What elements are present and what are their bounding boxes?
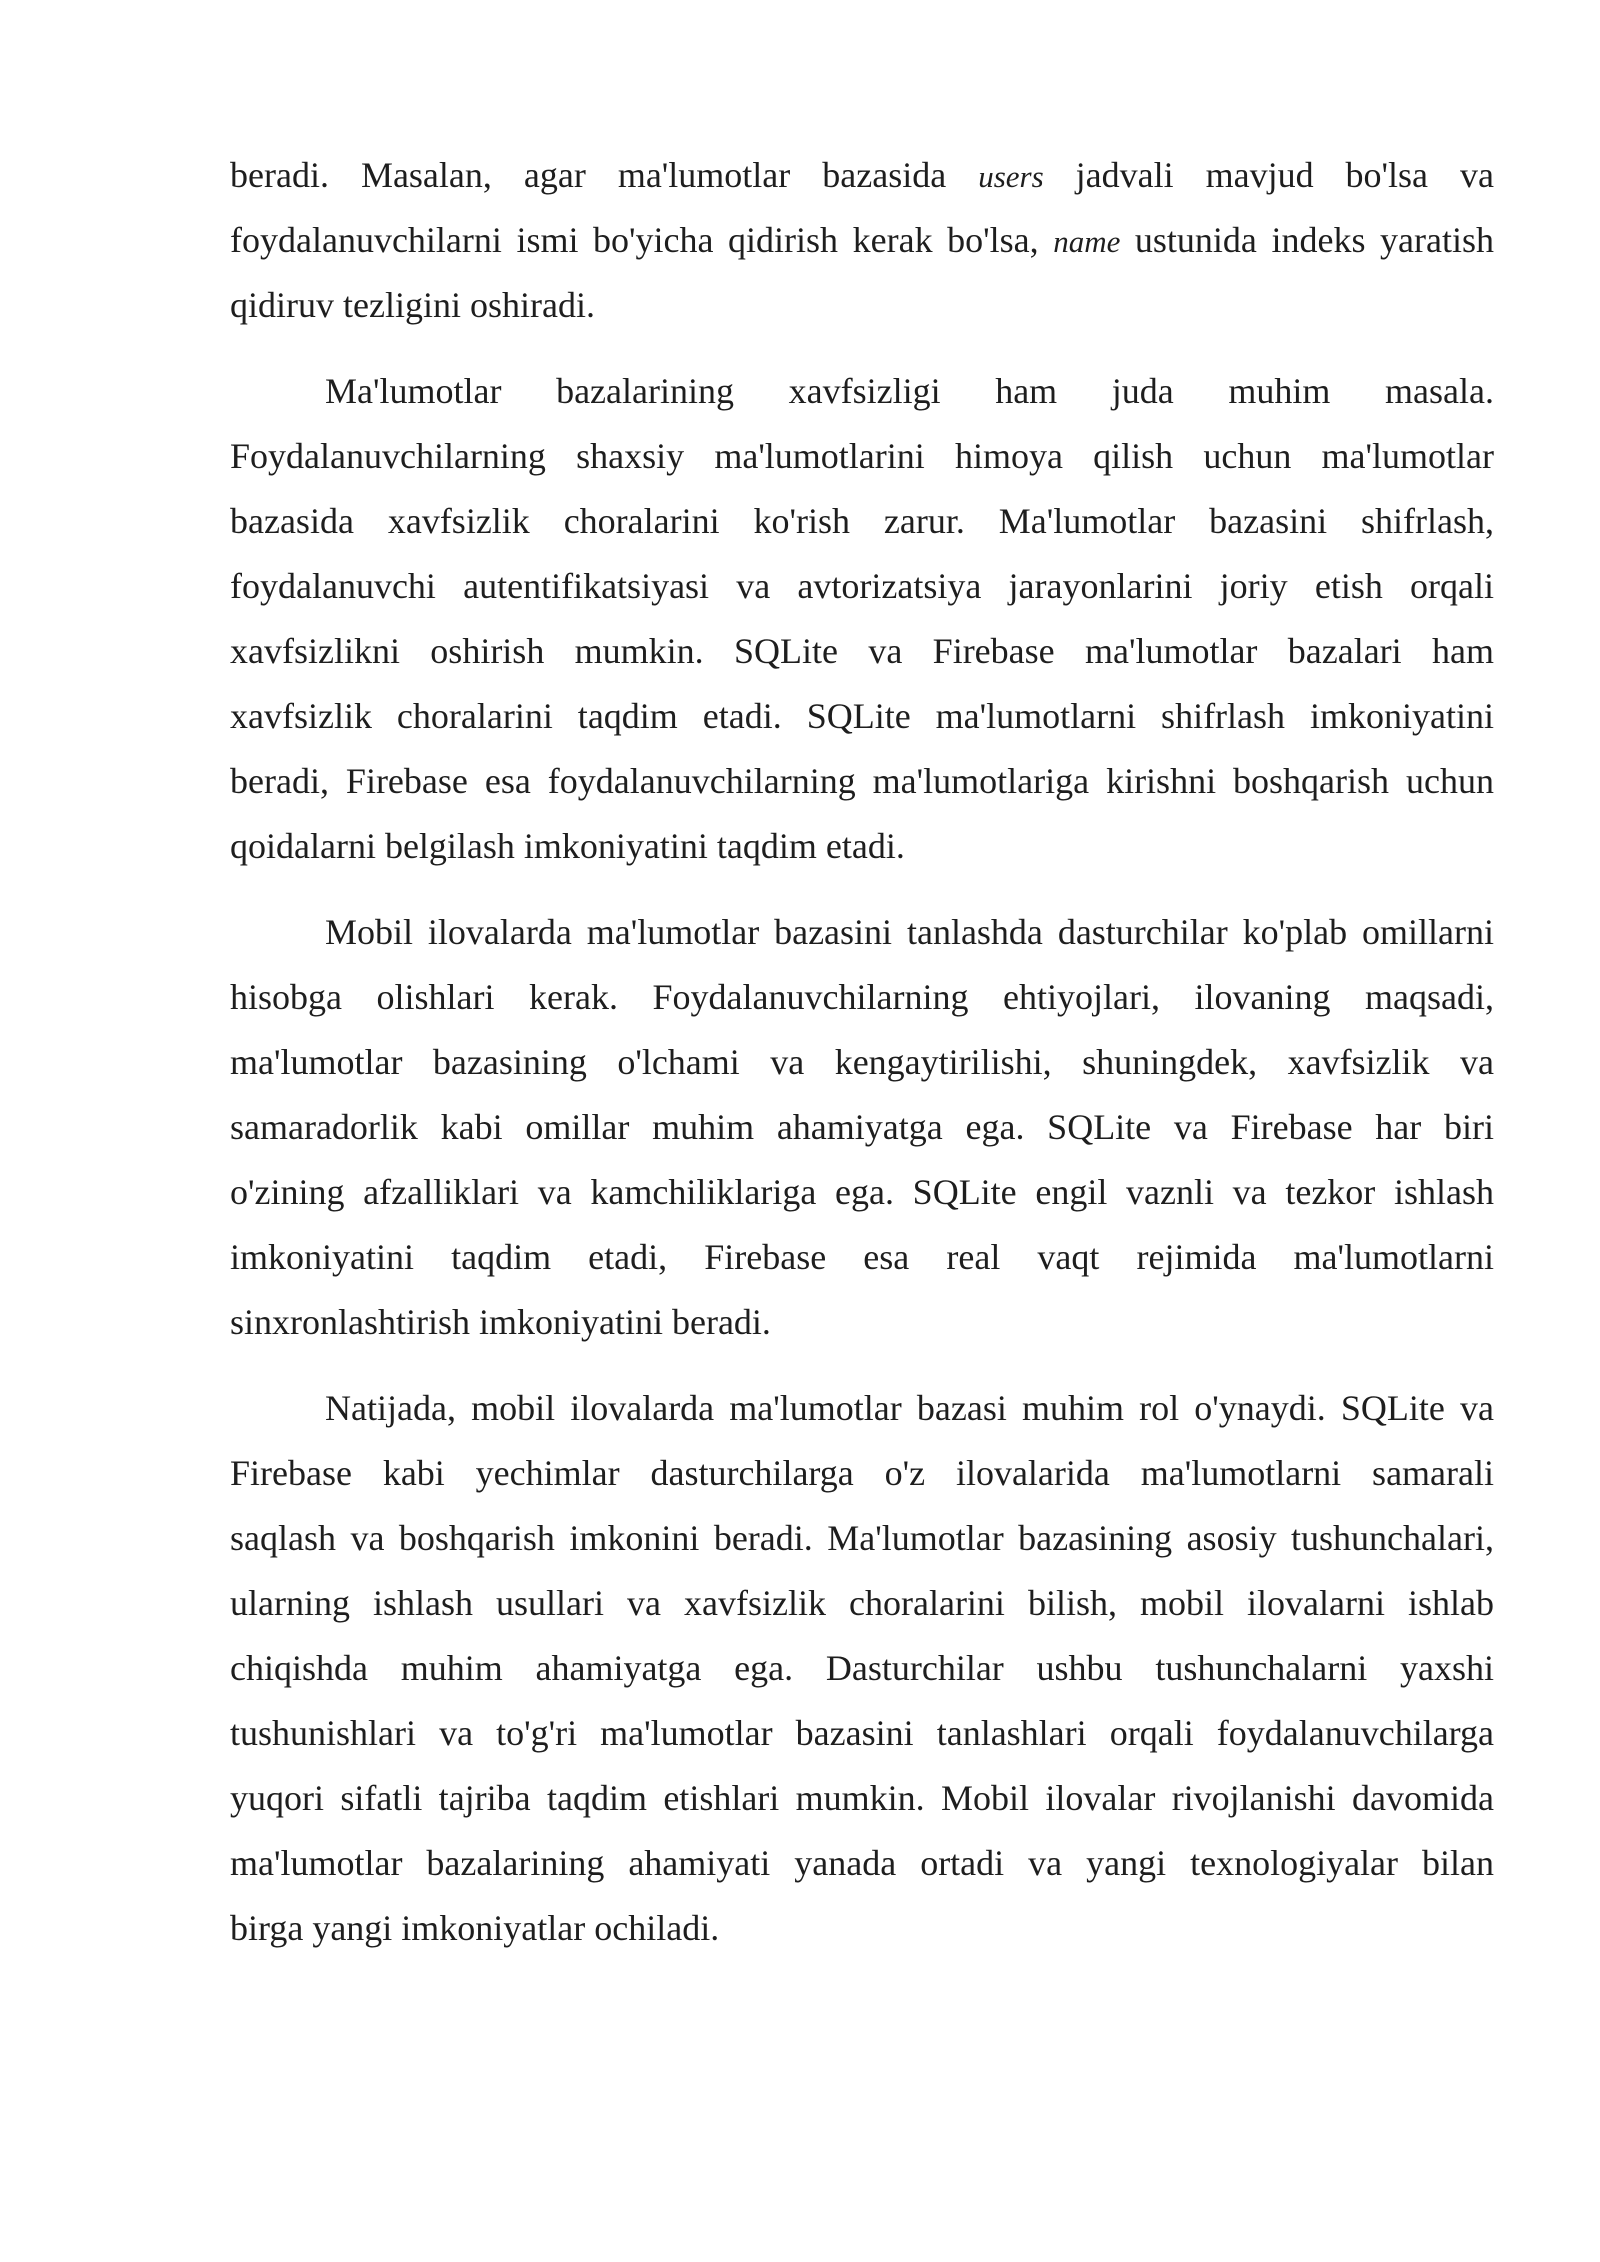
text-line: ma'lumotlar bazalarining ahamiyati yanada ortadi va yangi texnologiyalar bilan — [230, 1843, 1494, 1883]
text-line: qidiruv tezligini oshiradi. — [230, 285, 595, 325]
text-line: imkoniyatini taqdim etadi, Firebase esa real vaqt rejimida ma'lumotlarni — [230, 1237, 1494, 1277]
text-line: Mobil ilovalarda ma'lumotlar bazasini tanlashda dasturchilar ko'plab omillarni — [325, 912, 1494, 952]
text-line: o'zining afzalliklari va kamchiliklariga ega. SQLite engil vaznli va tezkor ishlash — [230, 1172, 1494, 1212]
text-line: qoidalarni belgilash imkoniyatini taqdim etadi. — [230, 826, 905, 866]
text-line: ularning ishlash usullari va xavfsizlik choralarini bilish, mobil ilovalarni ishlab — [230, 1583, 1494, 1623]
text-line: Natijada, mobil ilovalarda ma'lumotlar bazasi muhim rol o'ynaydi. SQLite va — [325, 1388, 1494, 1428]
text-line: xavfsizlikni oshirish mumkin. SQLite va Firebase ma'lumotlar bazalari ham — [230, 631, 1494, 671]
text-line: saqlash va boshqarish imkonini beradi. Ma'lumotlar bazasining asosiy tushunchalari, — [230, 1518, 1494, 1558]
text-line: foydalanuvchilarni ismi bo'yicha qidirish kerak bo'lsa, name ustunida indeks yaratish — [230, 220, 1494, 260]
text-line: bazasida xavfsizlik choralarini ko'rish zarur. Ma'lumotlar bazasini shifrlash, — [230, 501, 1494, 541]
code-term-name: name — [1053, 224, 1121, 259]
text-line: beradi. Masalan, agar ma'lumotlar bazasida users jadvali mavjud bo'lsa va — [230, 155, 1495, 195]
text-line: chiqishda muhim ahamiyatga ega. Dasturchilar ushbu tushunchalarni yaxshi — [230, 1648, 1494, 1688]
text-line: samaradorlik kabi omillar muhim ahamiyatga ega. SQLite va Firebase har biri — [230, 1107, 1494, 1147]
text-line: ma'lumotlar bazasining o'lchami va kengaytirilishi, shuningdek, xavfsizlik va — [230, 1042, 1494, 1082]
text-line: beradi, Firebase esa foydalanuvchilarning ma'lumotlariga kirishni boshqarish uchun — [230, 761, 1494, 801]
text-line: yuqori sifatli tajriba taqdim etishlari mumkin. Mobil ilovalar rivojlanishi davomida — [230, 1778, 1494, 1818]
text-line: Firebase kabi yechimlar dasturchilarga o'z ilovalarida ma'lumotlarni samarali — [230, 1453, 1494, 1493]
text-line: hisobga olishlari kerak. Foydalanuvchilarning ehtiyojlari, ilovaning maqsadi, — [230, 977, 1494, 1017]
text-line: Foydalanuvchilarning shaxsiy ma'lumotlarini himoya qilish uchun ma'lumotlar — [230, 436, 1494, 476]
text-line: xavfsizlik choralarini taqdim etadi. SQLite ma'lumotlarni shifrlash imkoniyatini — [230, 696, 1494, 736]
text-line: Ma'lumotlar bazalarining xavfsizligi ham juda muhim masala. — [325, 371, 1494, 411]
code-term-users: users — [978, 159, 1044, 194]
text-line: foydalanuvchi autentifikatsiyasi va avtorizatsiya jarayonlarini joriy etish orqali — [230, 566, 1494, 606]
text-line: birga yangi imkoniyatlar ochiladi. — [230, 1908, 720, 1948]
text-line: tushunishlari va to'g'ri ma'lumotlar bazasini tanlashlari orqali foydalanuvchilarga — [230, 1713, 1494, 1753]
text-line: sinxronlashtirish imkoniyatini beradi. — [230, 1302, 771, 1342]
